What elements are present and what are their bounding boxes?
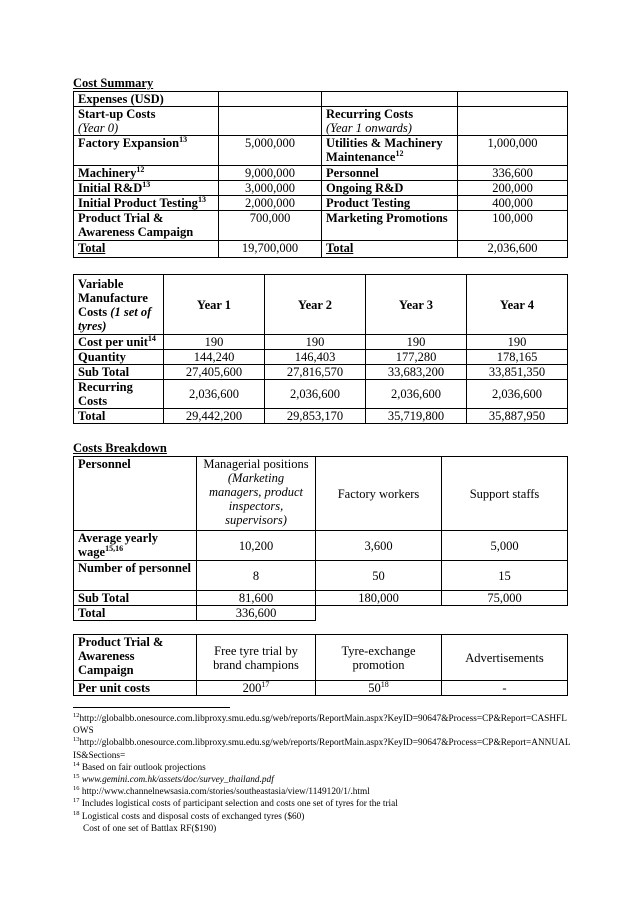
recurring-sub: (Year 1 onwards)	[326, 121, 412, 135]
cell: 3,600	[316, 531, 442, 561]
cell: 35,887,950	[467, 409, 568, 424]
table-row	[74, 457, 568, 531]
row-value: 3,000,000	[219, 181, 322, 196]
breakdown-table	[73, 456, 568, 621]
managerial-header: Managerial positions (Marketing managers, product inspectors, supervisors)	[197, 457, 316, 531]
cell: 27,816,570	[265, 365, 366, 380]
row-label: Product Testing	[322, 196, 458, 211]
row-value: 1,000,000	[458, 136, 568, 166]
cell: 2,036,600	[164, 380, 265, 409]
cell: 180,000	[316, 591, 442, 606]
row-label: Total	[74, 606, 197, 621]
table-row	[74, 181, 568, 196]
row-value: 336,600	[458, 166, 568, 181]
expenses-label: Expenses (USD)	[74, 92, 219, 107]
table-row	[74, 241, 568, 258]
cell: 29,853,170	[265, 409, 366, 424]
table-row	[74, 335, 568, 350]
costs-breakdown-heading: Costs Breakdown	[73, 441, 167, 455]
row-label: Quantity	[74, 350, 164, 365]
row-value: 9,000,000	[219, 166, 322, 181]
row-value: 100,000	[458, 211, 568, 241]
row-label: Factory Expansion$^{13}$	[74, 136, 219, 166]
table-row	[74, 211, 568, 241]
total-value: 19,700,000	[219, 241, 322, 258]
footnote-divider	[73, 707, 230, 708]
year-header: Year 2	[265, 275, 366, 335]
cell: 2,036,600	[467, 380, 568, 409]
footnote-extra: Cost of one set of Battlax RF($190)	[83, 823, 217, 834]
table-row	[74, 561, 568, 591]
free-trial-header: Free tyre trial by brand champions	[197, 635, 316, 681]
product-trial-table	[73, 634, 568, 696]
variable-header: Variable Manufacture Costs (1 set of tyres)	[74, 275, 164, 335]
row-label: Initial $R\&D^{13}$	[74, 181, 219, 196]
cell: 190	[164, 335, 265, 350]
cell: 8	[197, 561, 316, 591]
table-row	[74, 92, 568, 107]
total-value: 2,036,600	[458, 241, 568, 258]
row-label: Number of personnel	[74, 561, 197, 591]
row-label: Sub Total	[74, 591, 197, 606]
table-row	[74, 136, 568, 166]
table-row	[74, 196, 568, 211]
footnote: $^{13}$http://globalbb.onesource.com.libproxy.smu.edu.sg/web/reports/ReportMain.aspx?KeyID=90647&Process=CP&Report=ANNUALIS&Sections=	[73, 736, 571, 761]
table-row	[74, 107, 568, 136]
footnote: $^{15}$ www.gemini.com.hk/assets/doc/survey_thailand.pdf	[73, 772, 274, 786]
year-header: Year 4	[467, 275, 568, 335]
cell: $200^{17}$	[197, 681, 316, 696]
cell: $50^{18}$	[316, 681, 442, 696]
total-label: Total	[74, 241, 219, 258]
row-label: Total	[74, 409, 164, 424]
support-staffs-header: Support staffs	[442, 457, 568, 531]
row-label: Ongoing R&D	[322, 181, 458, 196]
year-header: Year 1	[164, 275, 265, 335]
startup-sub: (Year 0)	[78, 121, 119, 135]
row-label: Machinery$^{12}$	[74, 166, 219, 181]
footnote: $^{14}$ Based on fair outlook projections	[73, 760, 206, 773]
cell: 5,000	[442, 531, 568, 561]
tyre-exchange-header: Tyre-exchange promotion	[316, 635, 442, 681]
table-row	[74, 350, 568, 365]
footnote: $^{12}$http://globalbb.onesource.com.libproxy.smu.edu.sg/web/reports/ReportMain.aspx?KeyID=90647&Process=CP&Report=CASHFLOWS	[73, 711, 567, 737]
variable-costs-table	[73, 274, 568, 424]
cell: 75,000	[442, 591, 568, 606]
row-value: 5,000,000	[219, 136, 322, 166]
footnote: $^{16}$ http://www.channelnewsasia.com/stories/southeastasia/view/1149120/1/.html	[73, 785, 370, 798]
cell: 15	[442, 561, 568, 591]
row-value: 400,000	[458, 196, 568, 211]
factory-workers-header: Factory workers	[316, 457, 442, 531]
row-label: Personnel	[322, 166, 458, 181]
table-row	[74, 409, 568, 424]
row-label: Utilities & Machinery Maintenance$^{12}$	[322, 136, 458, 166]
row-label: Recurring Costs	[74, 380, 164, 409]
year-header: Year 3	[366, 275, 467, 335]
row-label: Cost per unit$^{14}$	[74, 335, 164, 350]
footnote: $^{17}$ Includes logistical costs of participant selection and costs one set of tyres for the trial	[73, 797, 398, 810]
cost-summary-table	[73, 91, 568, 258]
recurring-title: Recurring Costs	[326, 107, 414, 121]
row-label: Sub Total	[74, 365, 164, 380]
row-value: 2,000,000	[219, 196, 322, 211]
table-row	[74, 365, 568, 380]
cell: 33,683,200	[366, 365, 467, 380]
advertisements-header: Advertisements	[442, 635, 568, 681]
cell: 33,851,350	[467, 365, 568, 380]
table-row	[74, 531, 568, 561]
startup-title: Start-up Costs	[78, 107, 156, 121]
table-row	[74, 606, 568, 621]
cell: 190	[265, 335, 366, 350]
footnote: $^{18}$ Logistical costs and disposal costs of exchanged tyres ($60)	[73, 809, 305, 822]
footnotes	[73, 713, 573, 835]
cell: 178,165	[467, 350, 568, 365]
trial-label: Product Trial & Awareness Campaign	[74, 635, 197, 681]
cell: 2,036,600	[366, 380, 467, 409]
table-row	[74, 635, 568, 681]
cell: -	[442, 681, 568, 696]
cost-summary-heading: Cost Summary	[73, 76, 154, 90]
cell: 190	[467, 335, 568, 350]
row-value: 200,000	[458, 181, 568, 196]
row-label: Marketing Promotions	[322, 211, 458, 241]
row-label: Product Trial & Awareness Campaign	[74, 211, 219, 241]
startup-header	[74, 107, 219, 136]
cell: 2,036,600	[265, 380, 366, 409]
cell: 50	[316, 561, 442, 591]
row-label: Initial Product Testing$^{13}$	[74, 196, 219, 211]
cell: 10,200	[197, 531, 316, 561]
cell: 29,442,200	[164, 409, 265, 424]
total-label: Total	[322, 241, 458, 258]
row-label: Average yearly wage$^{15,16}$	[74, 531, 197, 561]
recurring-header	[322, 107, 458, 136]
cell: 27,405,600	[164, 365, 265, 380]
row-label: Per unit costs	[74, 681, 197, 696]
cell: 144,240	[164, 350, 265, 365]
cell: 81,600	[197, 591, 316, 606]
personnel-label: Personnel	[74, 457, 197, 531]
table-row	[74, 380, 568, 409]
table-row	[74, 591, 568, 606]
cell: 35,719,800	[366, 409, 467, 424]
table-row	[74, 166, 568, 181]
cell: 336,600	[197, 606, 316, 621]
cell: 177,280	[366, 350, 467, 365]
table-row	[74, 275, 568, 335]
cell: 146,403	[265, 350, 366, 365]
table-row	[74, 681, 568, 696]
cell: 190	[366, 335, 467, 350]
row-value: 700,000	[219, 211, 322, 241]
